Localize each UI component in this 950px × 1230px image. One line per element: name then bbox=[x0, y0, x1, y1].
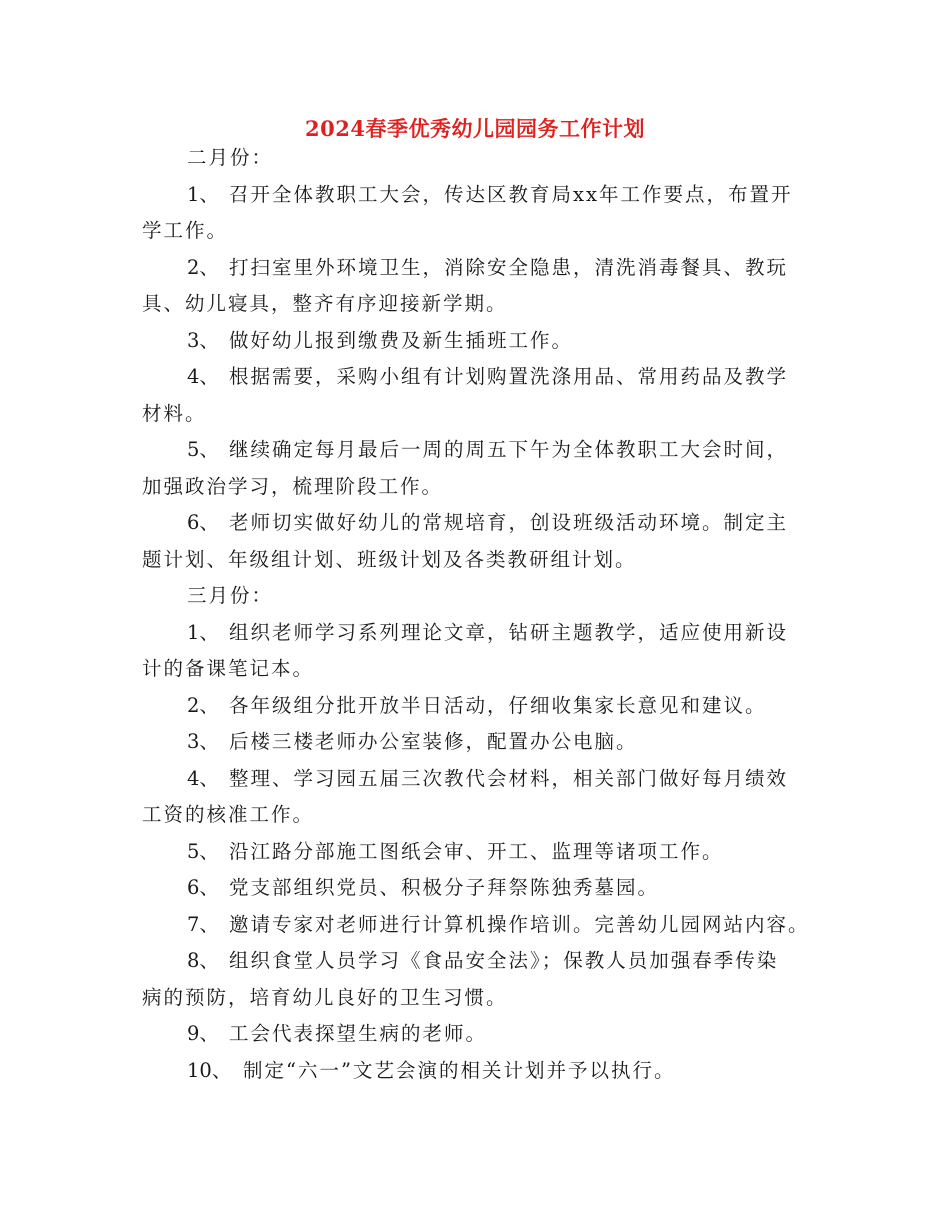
paragraph-line bbox=[142, 323, 810, 360]
paragraph-line: 材料。 bbox=[142, 401, 207, 425]
item-number: 4、 bbox=[187, 365, 219, 388]
item-text: 各年级组分批开放半日活动，仔细收集家长意见和建议。 bbox=[229, 693, 767, 717]
paragraph-line bbox=[142, 359, 810, 396]
paragraph-line bbox=[142, 724, 810, 761]
item-text: 整理、学习园五届三次教代会材料，相关部门做好每月绩效 bbox=[229, 766, 789, 790]
item-number: 2、 bbox=[187, 255, 219, 279]
item-number: 10、 bbox=[187, 1058, 232, 1082]
item-text: 做好幼儿报到缴费及新生插班工作。 bbox=[229, 328, 574, 352]
item-number: 8、 bbox=[187, 949, 219, 972]
document-title: 2024春季优秀幼儿园园务工作计划 bbox=[305, 116, 645, 141]
item-text: 党支部组织党员、积极分子拜祭陈独秀墓园。 bbox=[229, 876, 660, 899]
item-number: 5、 bbox=[187, 438, 219, 461]
section-heading-march: 三月份： bbox=[187, 584, 274, 607]
paragraph-line bbox=[142, 870, 810, 907]
paragraph-line: 学工作。 bbox=[142, 219, 229, 242]
item-number: 3、 bbox=[187, 328, 219, 352]
item-number: 9、 bbox=[187, 1022, 219, 1045]
paragraph-line bbox=[142, 943, 810, 980]
item-text: 后楼三楼老师办公室装修，配置办公电脑。 bbox=[229, 730, 638, 753]
document-body bbox=[142, 140, 810, 1089]
item-text: 制定“六一”文艺会演的相关计划并予以执行。 bbox=[243, 1058, 676, 1082]
paragraph-line bbox=[142, 1016, 810, 1053]
item-number: 1、 bbox=[187, 182, 219, 206]
paragraph-line bbox=[142, 615, 810, 652]
paragraph-line bbox=[142, 1053, 810, 1090]
item-number: 2、 bbox=[187, 693, 219, 717]
paragraph-line: 题计划、年级组计划、班级计划及各类教研组计划。 bbox=[142, 547, 637, 571]
paragraph-line bbox=[142, 177, 810, 214]
paragraph-line bbox=[142, 761, 810, 798]
paragraph-line: 计的备课笔记本。 bbox=[142, 657, 315, 680]
paragraph-line: 具、幼儿寝具，整齐有序迎接新学期。 bbox=[142, 292, 508, 315]
item-number: 5、 bbox=[187, 839, 219, 863]
item-text: 根据需要，采购小组有计划购置洗涤用品、常用药品及教学 bbox=[229, 365, 789, 388]
paragraph-line bbox=[142, 505, 810, 542]
item-number: 1、 bbox=[187, 620, 219, 644]
paragraph-line: 工资的核准工作。 bbox=[142, 803, 315, 826]
section-heading-february: 二月份： bbox=[187, 146, 274, 169]
item-text: 沿江路分部施工图纸会审、开工、监理等诸项工作。 bbox=[229, 839, 724, 863]
item-text: 组织老师学习系列理论文章，钻研主题教学，适应使用新设 bbox=[229, 620, 789, 644]
paragraph-line bbox=[142, 834, 810, 871]
item-text: 邀请专家对老师进行计算机操作培训。完善幼儿园网站内容。 bbox=[229, 912, 810, 936]
item-number: 6、 bbox=[187, 511, 219, 534]
item-text: 打扫室里外环境卫生，消除安全隐患，清洗消毒餐具、教玩 bbox=[229, 255, 789, 279]
item-text: 继续确定每月最后一周的周五下午为全体教职工大会时间， bbox=[229, 438, 789, 461]
paragraph-line bbox=[142, 688, 810, 725]
item-text: 工会代表探望生病的老师。 bbox=[229, 1022, 488, 1045]
paragraph-line: 病的预防，培育幼儿良好的卫生习惯。 bbox=[142, 985, 508, 1009]
item-number: 6、 bbox=[187, 876, 219, 899]
item-text: 组织食堂人员学习《食品安全法》；保教人员加强春季传染 bbox=[229, 949, 779, 972]
item-number: 7、 bbox=[187, 912, 219, 936]
item-number: 3、 bbox=[187, 730, 219, 753]
item-text: 老师切实做好幼儿的常规培育，创设班级活动环境。制定主 bbox=[229, 511, 789, 534]
paragraph-line bbox=[142, 432, 810, 469]
item-number: 4、 bbox=[187, 766, 219, 790]
paragraph-line: 加强政治学习，梳理阶段工作。 bbox=[142, 474, 444, 498]
item-text: 召开全体教职工大会，传达区教育局xx年工作要点，布置开 bbox=[229, 182, 793, 206]
paragraph-line bbox=[142, 907, 810, 944]
paragraph-line bbox=[142, 250, 810, 287]
